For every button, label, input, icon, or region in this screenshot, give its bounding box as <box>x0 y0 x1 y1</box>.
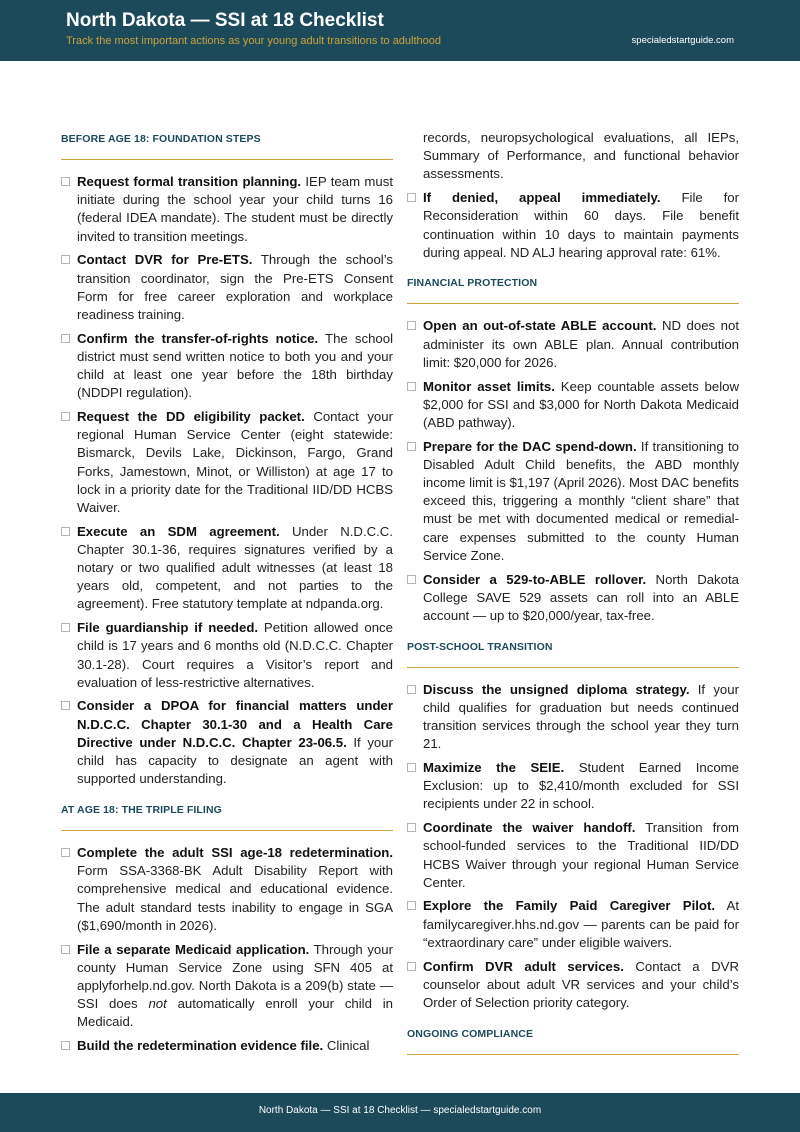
item-text: North Dakota College SAVE 529 assets can roll into an ABLE account — up to $20,000/year, tax-free. <box>423 571 739 623</box>
item-text: Clinical <box>323 1038 370 1054</box>
section-title-ongoing: ONGOING COMPLIANCE <box>407 1027 534 1040</box>
item-heading: If denied, appeal immediately. <box>423 190 661 206</box>
item-heading: Monitor asset limits. <box>423 378 555 394</box>
item-text: Contact your regional Human Service Center (eight statewide: Bismarck, Devils Lake, Dickinson, Fargo, Grand Forks, Jamestown, Minot, or Williston) at age 17 to lock in a priority date for the Traditional IID/DD HCBS Waiver. <box>77 408 393 515</box>
checklist-item <box>407 958 739 1013</box>
item-text: Student Earned Income Exclusion: up to $2,410/month excluded for SSI recipients under 22 in school. <box>423 759 739 812</box>
item-heading: Consider a 529-to-ABLE rollover. <box>423 571 647 587</box>
checklist-item <box>61 173 393 246</box>
item-text: ND does not administer its own ABLE plan. Annual contribution limit: $20,000 for 2026. <box>423 318 739 370</box>
item-text: Contact a DVR counselor about adult VR services and your child’s Order of Selection priority category. <box>423 958 739 1010</box>
item-text: The school district must send written notice to both you and your child at least one year before the 18th birthday (NDDPI regulation). <box>77 330 393 401</box>
checklist-item <box>61 844 393 935</box>
checkbox[interactable] <box>407 685 416 694</box>
checklist-item <box>61 408 393 517</box>
item-text: Form SSA-3368-BK Adult Disability Report with comprehensive medical and educational evidence. The adult standard tests inability to engage in SGA ($1,690/month in 2026). <box>77 863 393 933</box>
item-heading: Execute an SDM agreement. <box>77 523 280 539</box>
section-divider <box>407 303 739 304</box>
checkbox[interactable] <box>61 177 70 186</box>
item-heading: Coordinate the waiver handoff. <box>423 820 636 836</box>
item-heading: Confirm the transfer-of-rights notice. <box>77 330 319 346</box>
checkbox[interactable] <box>61 945 70 954</box>
item-text: Under N.D.C.C. Chapter 30.1-36, requires signatures verified by a notary or two qualified adult witnesses (at least 18 years old, competent, and not parties to the agreement). Free statutory template at ndpanda.org. <box>77 523 393 612</box>
checkbox[interactable] <box>407 901 416 910</box>
left-column <box>61 128 393 1061</box>
checklist-item <box>61 251 393 324</box>
checklist-item <box>61 941 393 1032</box>
item-heading: Request formal transition planning. <box>77 174 302 189</box>
section-title-financial: FINANCIAL PROTECTION <box>407 277 538 290</box>
item-text: Through the school’s transition coordinator, sign the Pre-ETS Consent Form for free career exploration and workplace readiness training. <box>77 252 394 322</box>
checkbox[interactable] <box>61 255 70 264</box>
checklist-item <box>61 523 393 614</box>
item-heading: Complete the adult SSI age-18 redetermination. <box>77 845 393 860</box>
checkbox[interactable] <box>407 575 416 584</box>
checkbox[interactable] <box>407 823 416 832</box>
section-title-before-18: BEFORE AGE 18: FOUNDATION STEPS <box>61 133 261 145</box>
checkbox[interactable] <box>407 321 416 330</box>
item-heading: Consider a DPOA for financial matters under N.D.C.C. Chapter 30.1-30 and a Health Care Directive under N.D.C.C. Chapter 23-06.5. <box>77 698 393 750</box>
checklist-item <box>407 571 739 626</box>
footer-text: North Dakota — SSI at 18 Checklist — specialedstartguide.com <box>258 1105 542 1116</box>
checklist-item <box>61 619 393 692</box>
checkbox[interactable] <box>407 962 416 971</box>
checklist-item <box>407 438 739 565</box>
checklist-item <box>61 330 393 403</box>
item-heading: File a separate Medicaid application. <box>77 941 310 957</box>
section-divider <box>61 830 393 831</box>
item-heading: Discuss the unsigned diploma strategy. <box>423 681 690 697</box>
checkbox[interactable] <box>407 193 416 202</box>
page-subtitle: Track the most important actions as your young adult transitions to adulthood <box>66 35 442 47</box>
checkbox[interactable] <box>61 527 70 536</box>
item-heading: Build the redetermination evidence file. <box>77 1038 324 1054</box>
checklist-item <box>61 1037 393 1055</box>
right-column <box>407 129 739 1068</box>
item-text: File for Reconsideration within 60 days. File benefit continuation within 10 days to maintain payments during appeal. ND ALJ hearing approval rate: 61%. <box>423 190 739 260</box>
checkbox[interactable] <box>61 701 70 710</box>
item-heading: Confirm DVR adult services. <box>423 958 624 974</box>
item-heading: Prepare for the DAC spend-down. <box>423 438 637 454</box>
section-title-at-18: AT AGE 18: THE TRIPLE FILING <box>61 804 222 816</box>
checkbox[interactable] <box>61 412 70 421</box>
item-text: If transitioning to Disabled Adult Child benefits, the ABD monthly income limit is $1,197 (April 2026). Most DAC benefits exceed this, triggering a monthly “client share” that must be met with documented medical or remedial-care expenses submitted to the county Human Service Zone. <box>423 438 739 563</box>
checklist-item <box>407 378 739 433</box>
section-divider <box>61 159 393 160</box>
item-text: If your child has capacity to designate an agent with supported understanding. <box>77 734 393 787</box>
site-url: specialedstartguide.com <box>631 35 734 46</box>
checklist-item <box>407 897 739 952</box>
item-text: automatically enroll your child in Medicaid. <box>77 996 393 1030</box>
item-heading: Contact DVR for Pre-ETS. <box>77 252 253 268</box>
item-heading: File guardianship if needed. <box>77 620 259 636</box>
checkbox[interactable] <box>407 442 416 451</box>
section-divider <box>407 667 739 668</box>
item-heading: Open an out-of-state ABLE account. <box>423 318 657 334</box>
page-header <box>0 0 800 61</box>
item-continuation: records, neuropsychological evaluations, all IEPs, Summary of Performance, and functional behavior assessments. <box>423 130 739 182</box>
item-text: At familycaregiver.hhs.nd.gov — parents can be paid for “extraordinary care” under eligible waivers. <box>423 898 739 950</box>
checklist-item <box>407 189 739 262</box>
item-text: IEP team must initiate during the school year your child turns 16 (federal IDEA mandate). The student must be directly invited to transition meetings. <box>77 174 393 244</box>
item-emphasis: not <box>148 996 167 1012</box>
item-text: Transition from school-funded services to the Traditional IID/DD HCBS Waiver through your regional Human Service Center. <box>423 820 739 890</box>
item-text: Keep countable assets below $2,000 for SSI and $3,000 for North Dakota Medicaid (ABD pathway). <box>423 378 739 430</box>
checkbox[interactable] <box>407 382 416 391</box>
checklist-item <box>407 681 739 754</box>
checklist-item <box>407 317 739 372</box>
item-heading: Request the DD eligibility packet. <box>77 408 305 424</box>
section-divider <box>407 1054 739 1055</box>
checklist-item <box>407 759 739 814</box>
checkbox[interactable] <box>61 848 70 857</box>
item-text: Petition allowed once child is 17 years and 6 months old (N.D.C.C. Chapter 30.1-28). Court requires a Visitor’s report and evaluation of less-restrictive alternatives. <box>77 620 393 690</box>
checkbox[interactable] <box>61 334 70 343</box>
item-text: Through your county Human Service Zone using SFN 405 at applyforhelp.nd.gov. North Dakota is a 209(b) state — SSI does <box>77 941 393 1012</box>
page-title: North Dakota — SSI at 18 Checklist <box>66 10 384 31</box>
page-footer <box>0 1093 800 1132</box>
item-text: If your child qualifies for graduation but needs continued transition services through the school year they turn 21. <box>423 681 739 752</box>
checkbox[interactable] <box>61 623 70 632</box>
checkbox[interactable] <box>61 1041 70 1050</box>
item-heading: Explore the Family Paid Caregiver Pilot. <box>423 898 716 914</box>
checklist-item <box>61 697 393 788</box>
checkbox[interactable] <box>407 763 416 772</box>
section-title-post-school: POST-SCHOOL TRANSITION <box>407 640 553 653</box>
checklist-item <box>407 819 739 892</box>
item-heading: Maximize the SEIE. <box>423 759 565 775</box>
